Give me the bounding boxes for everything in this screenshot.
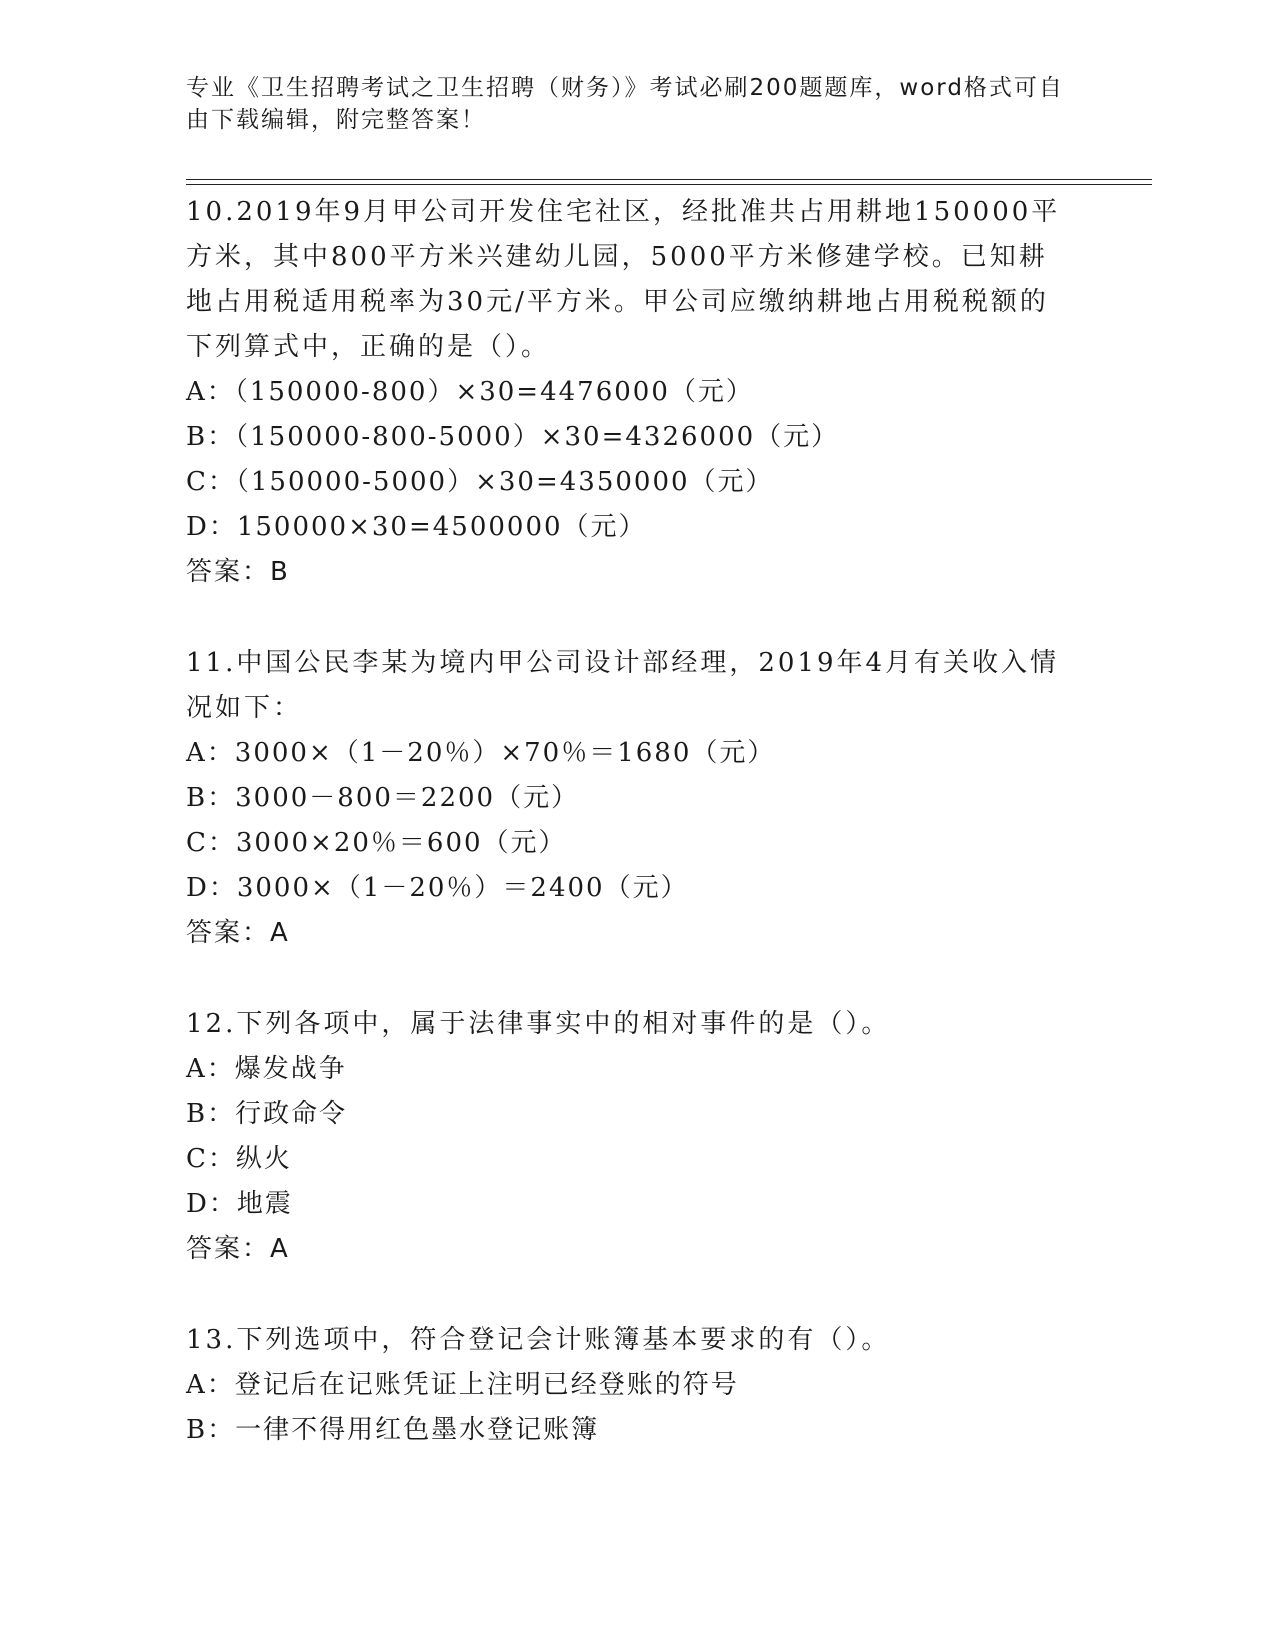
question-spacer: [186, 956, 1086, 1002]
answer-label: 答案：A: [186, 1234, 290, 1264]
option-b: B：行政命令: [186, 1099, 348, 1129]
option-d: D：地震: [186, 1189, 293, 1219]
answer-label: 答案：B: [186, 557, 290, 587]
question-spacer: [186, 1272, 1086, 1318]
question-list: [186, 190, 1086, 1453]
option-c: C：3000×20％＝600（元）: [186, 828, 567, 858]
question-item: [186, 190, 1086, 595]
option-a: A：3000×（1－20％）×70％＝1680（元）: [186, 738, 776, 768]
question-stem: 13.下列选项中，符合登记会计账簿基本要求的有（）。: [186, 1325, 891, 1355]
question-stem: 10.2019年9月甲公司开发住宅社区，经批准共占用耕地150000平方米，其中800平方米兴建幼儿园，5000平方米修建学校。已知耕地占用税适用税率为30元/平方米。甲公司应缴纳耕地占用税税额的下列算式中，正确的是（）。: [186, 197, 1061, 362]
option-d: D：150000×30=4500000（元）: [186, 512, 647, 542]
option-c: C：（150000-5000）×30=4350000（元）: [186, 467, 774, 497]
option-a: A：爆发战争: [186, 1054, 347, 1084]
header-divider-top: [186, 179, 1152, 180]
option-b: B：一律不得用红色墨水登记账簿: [186, 1415, 600, 1445]
question-spacer: [186, 595, 1086, 641]
document-header-intro: 专业《卫生招聘考试之卫生招聘（财务）》考试必刷200题题库，word格式可自由下载编辑，附完整答案！: [186, 75, 1064, 133]
question-item: [186, 641, 1086, 956]
header-divider-bottom: [186, 184, 1152, 185]
answer-label: 答案：A: [186, 918, 290, 948]
question-item: [186, 1318, 1086, 1453]
option-a: A：登记后在记账凭证上注明已经登账的符号: [186, 1370, 739, 1400]
option-c: C：纵火: [186, 1144, 292, 1174]
question-item: [186, 1002, 1086, 1272]
question-stem: 12.下列各项中，属于法律事实中的相对事件的是（）。: [186, 1009, 891, 1039]
question-stem: 11.中国公民李某为境内甲公司设计部经理，2019年4月有关收入情况如下：: [186, 648, 1060, 723]
option-a: A：（150000-800）×30=4476000（元）: [186, 377, 754, 407]
option-b: B：（150000-800-5000）×30=4326000（元）: [186, 422, 840, 452]
option-d: D：3000×（1－20％）＝2400（元）: [186, 873, 689, 903]
option-b: B：3000－800＝2200（元）: [186, 783, 580, 813]
